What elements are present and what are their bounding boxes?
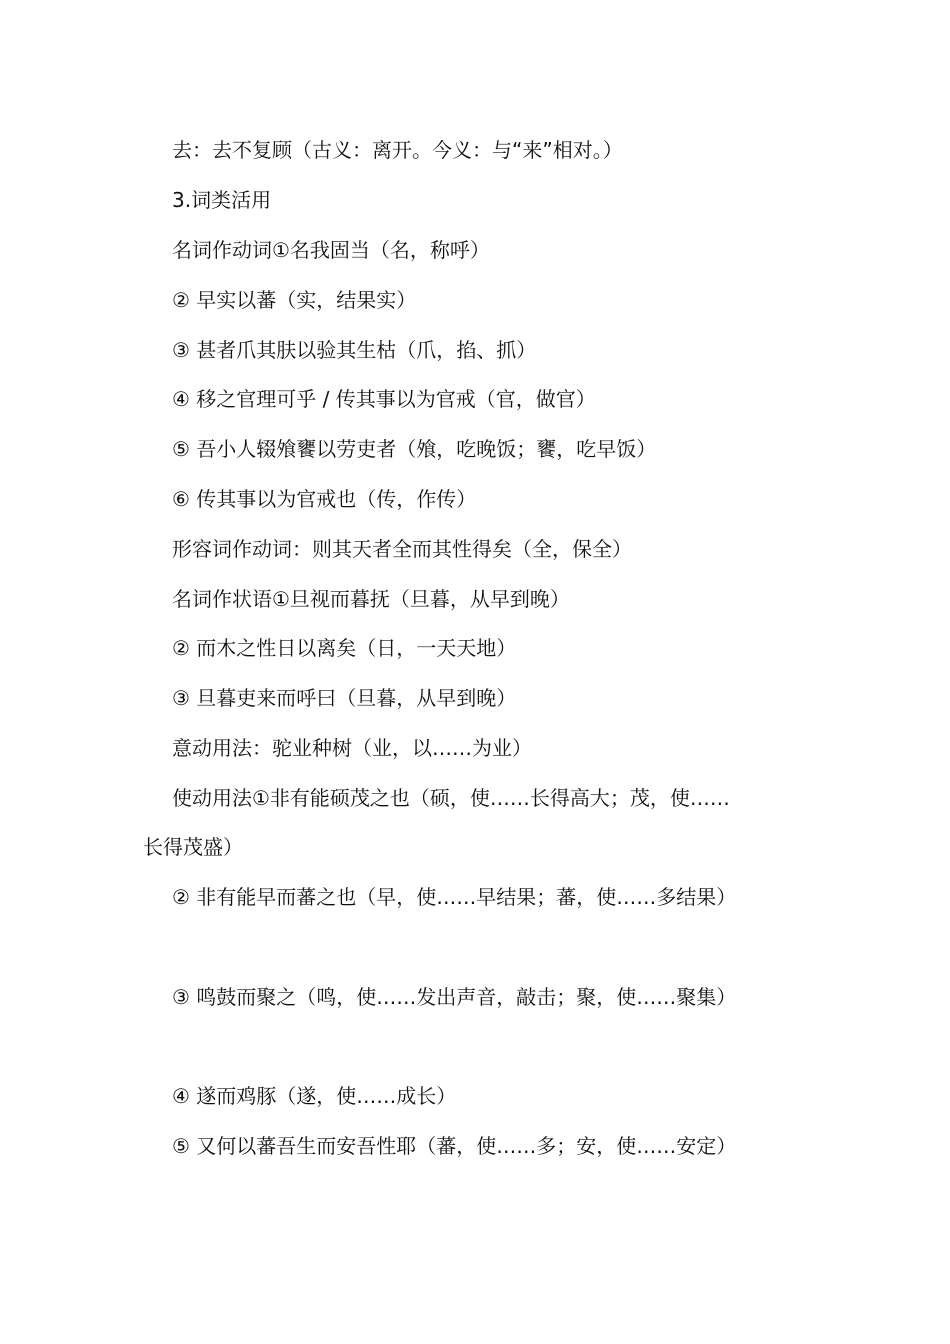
text-line-noun-as-verb-6: ⑥ 传其事以为官戒也（传，作传） <box>172 487 477 511</box>
text-line-causative-1-continued: 长得茂盛） <box>143 835 243 859</box>
text-line-noun-as-adverbial-2: ② 而木之性日以离矣（日，一天天地） <box>172 636 517 660</box>
text-line-noun-as-verb-1: 名词作动词①名我固当（名，称呼） <box>172 238 490 262</box>
text-line-noun-as-verb-5: ⑤ 吾小人辍飧饔以劳吏者（飧，吃晚饭；饔，吃早饭） <box>172 437 657 461</box>
text-line-adjective-as-verb: 形容词作动词：则其天者全而其性得矣（全，保全） <box>172 537 632 561</box>
text-line-putative-usage: 意动用法：驼业种树（业，以……为业） <box>172 736 532 760</box>
text-line-causative-1: 使动用法①非有能硕茂之也（硕，使……长得高大；茂，使…… <box>172 786 730 810</box>
text-line-noun-as-adverbial-3: ③ 旦暮吏来而呼曰（旦暮，从早到晚） <box>172 686 517 710</box>
text-line-noun-as-adverbial-1: 名词作状语①旦视而暮抚（旦暮，从早到晚） <box>172 587 570 611</box>
text-line-gu-yi: 去：去不复顾（古义：离开。今义：与“来”相对。） <box>172 138 623 162</box>
text-line-causative-3: ③ 鸣鼓而聚之（鸣，使……发出声音，敲击；聚，使……聚集） <box>172 985 737 1009</box>
text-line-causative-5: ⑤ 又何以蕃吾生而安吾性耶（蕃，使……多；安，使……安定） <box>172 1134 737 1158</box>
text-line-causative-4: ④ 遂而鸡豚（遂，使……成长） <box>172 1084 457 1108</box>
text-line-noun-as-verb-2: ② 早实以蕃（实，结果实） <box>172 288 417 312</box>
text-line-noun-as-verb-3: ③ 甚者爪其肤以验其生枯（爪，掐、抓） <box>172 338 537 362</box>
text-line-causative-2: ② 非有能早而蕃之也（早，使……早结果；蕃，使……多结果） <box>172 885 737 909</box>
text-line-noun-as-verb-4: ④ 移之官理可乎 / 传其事以为官戒（官，做官） <box>172 387 596 411</box>
section-heading-ci-lei-huo-yong: 3.词类活用 <box>172 188 272 212</box>
